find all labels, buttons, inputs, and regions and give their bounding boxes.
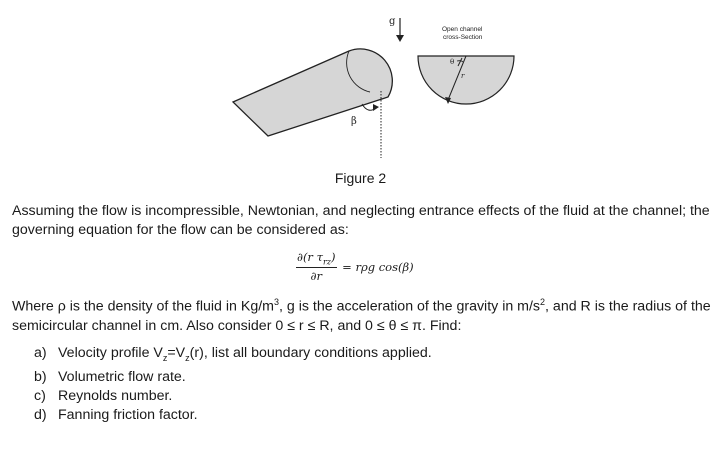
- equation-denominator: ∂r: [310, 269, 322, 284]
- r-symbol: r: [461, 72, 465, 80]
- equation-rhs: = rρg cos(β): [342, 259, 414, 274]
- governing-equation: [296, 250, 414, 283]
- gravity-arrowhead: [396, 35, 404, 42]
- gravity-symbol: g: [389, 16, 396, 27]
- definitions-paragraph: Where ρ is the density of the fluid in $Kg/m^3$, g is the acceleration of the gravity in $m/s^2$, and R is the radius of the semicircular channel in cm. Also consider 0 ≤ r ≤ R, and 0 ≤ θ ≤ π. Find:: [12, 297, 711, 334]
- open-channel-label-line2: cross-Section: [443, 34, 483, 41]
- question-c: c) Reynolds number.: [34, 387, 173, 404]
- cross-section-semicircle: [418, 56, 514, 104]
- questions-list: [34, 344, 432, 425]
- inclined-channel-shape: [233, 49, 392, 136]
- beta-symbol: β: [351, 116, 357, 127]
- beta-arrowhead: [373, 104, 379, 111]
- equation-fraction: [296, 250, 337, 283]
- figure-caption: Figure 2: [334, 170, 387, 186]
- figure-2: [0, 0, 721, 200]
- question-d: d) Fanning friction factor.: [34, 406, 198, 423]
- question-b: b) Volumetric flow rate.: [34, 368, 186, 385]
- assumption-paragraph: Assuming the flow is incompressible, Newtonian, and neglecting entrance effects of the fluid at the channel; the governing equation for the flow can be considered as:: [12, 203, 710, 238]
- open-channel-label-line1: Open channel: [442, 26, 483, 33]
- theta-symbol: θ: [450, 58, 455, 66]
- question-a: a) Velocity profile $V_z=V_z(r)$, list all boundary conditions applied.: [34, 345, 432, 363]
- equation-numerator: ∂(r $\tau_{rz}$): [297, 250, 336, 267]
